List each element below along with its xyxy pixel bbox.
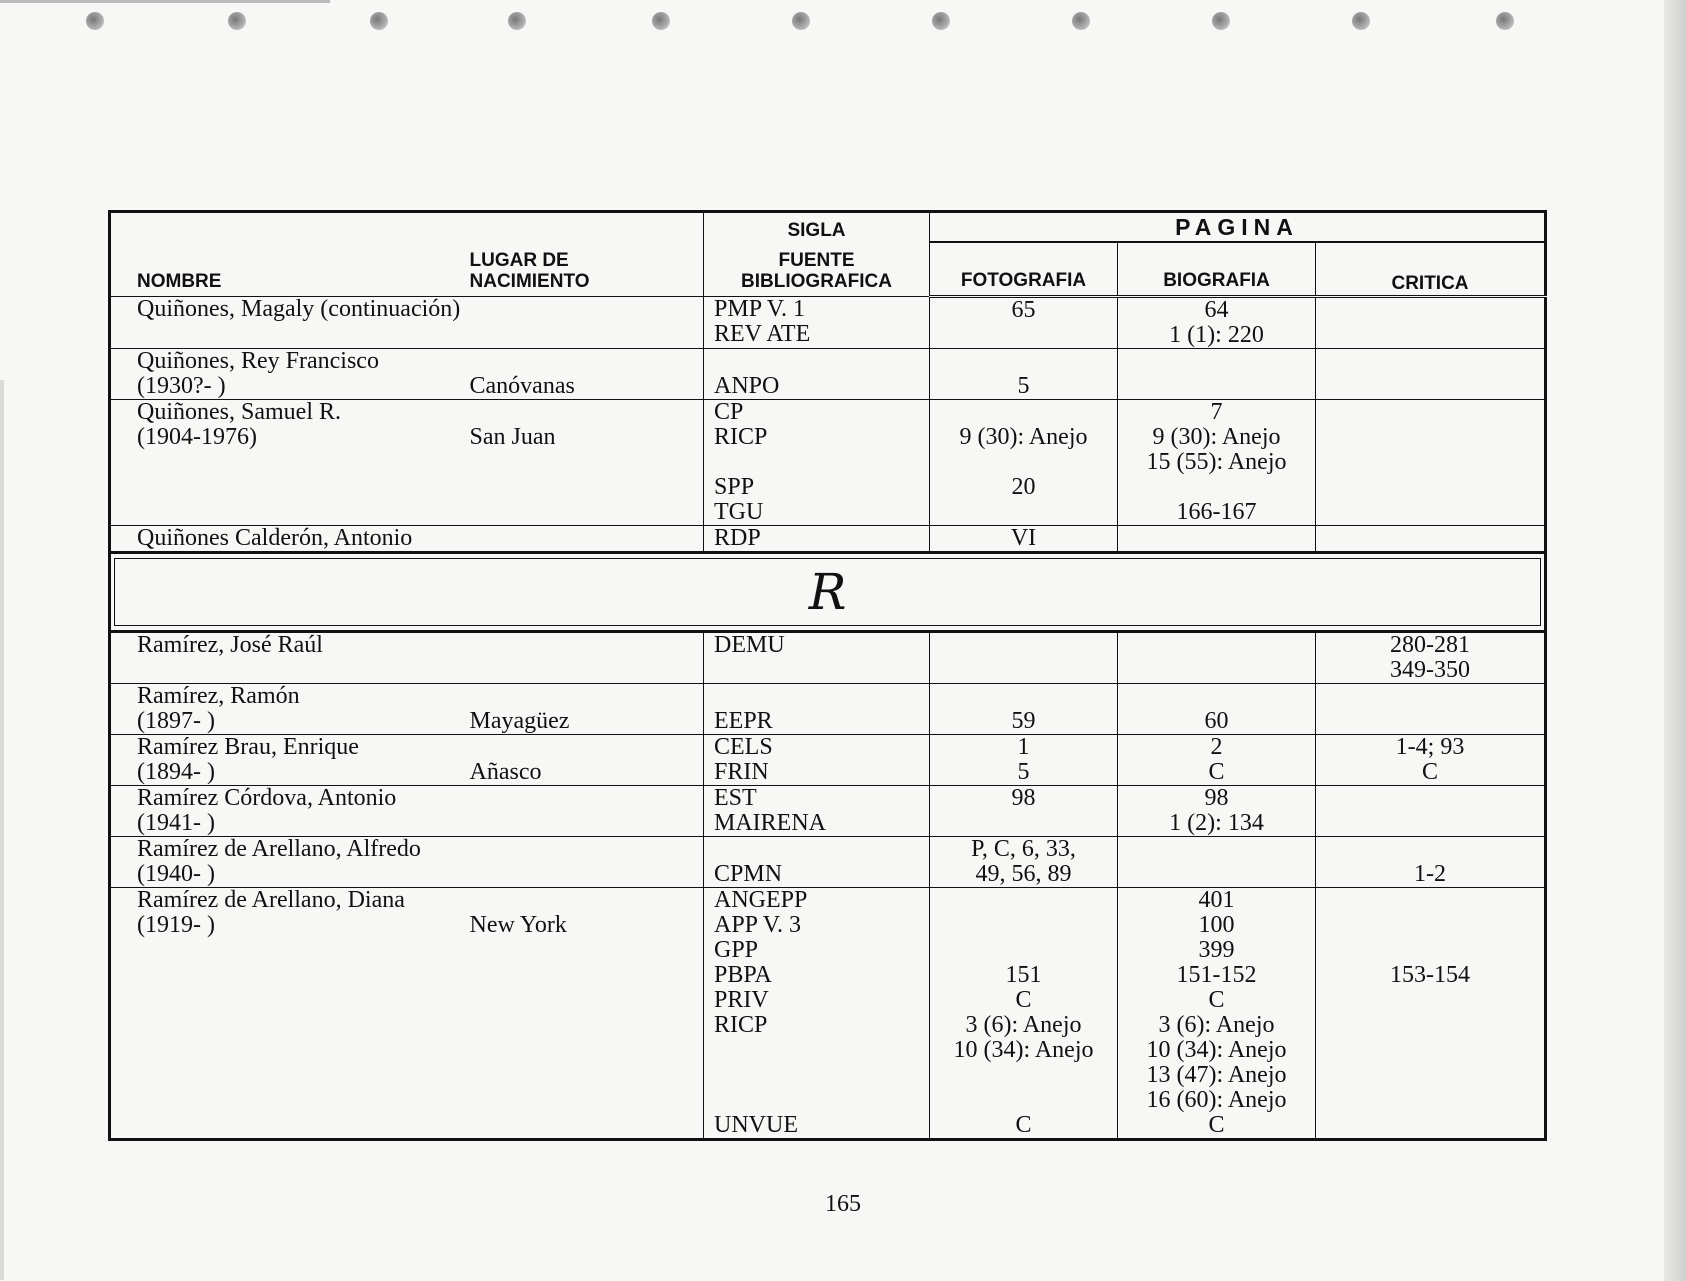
bibliography-table [108, 210, 1547, 1141]
nombre-cell [110, 684, 470, 735]
biografia-line: 13 (47): Anejo [1146, 1062, 1287, 1088]
critica-line [1316, 837, 1544, 862]
lugar-line: Canóvanas [469, 373, 575, 399]
critica-line [1316, 323, 1544, 348]
sigla-line [714, 1038, 929, 1063]
biografia-line [1118, 633, 1315, 658]
biografia-line: 2 [1210, 734, 1223, 760]
critica-line [1316, 888, 1544, 913]
fotografia-line: 65 [1011, 297, 1036, 323]
lugar-cell [470, 735, 704, 786]
fotografia-line [930, 633, 1117, 658]
sigla-line: EEPR [714, 708, 773, 734]
biografia-line: 166-167 [1176, 499, 1257, 525]
critica-cell [1316, 526, 1546, 553]
sigla-line: DEMU [714, 632, 785, 658]
biografia-cell [1118, 297, 1316, 349]
fotografia-line [930, 888, 1117, 913]
lugar-cell [470, 684, 704, 735]
fotografia-line: P, C, 6, 33, [971, 836, 1076, 862]
section-letter-box [114, 558, 1541, 626]
nombre-line [137, 475, 470, 500]
nombre-line [137, 658, 470, 683]
lugar-line [470, 1038, 704, 1063]
nombre-line: Quiñones Calderón, Antonio [137, 525, 413, 551]
biografia-cell [1118, 837, 1316, 888]
nombre-line: (1894- ) [137, 759, 215, 785]
fotografia-cell [930, 837, 1118, 888]
nombre-cell [110, 349, 470, 400]
nombre-line: (1940- ) [137, 861, 215, 887]
fotografia-line: 10 (34): Anejo [953, 1037, 1094, 1063]
biografia-line [1118, 658, 1315, 683]
nombre-cell [110, 837, 470, 888]
nombre-line [137, 963, 470, 988]
biografia-line: 3 (6): Anejo [1158, 1012, 1275, 1038]
sigla-cell [704, 684, 930, 735]
page-number: 165 [825, 1191, 861, 1217]
fotografia-line [930, 400, 1117, 425]
nombre-cell [110, 888, 470, 1140]
binder-hole [228, 12, 246, 30]
biografia-line: C [1208, 987, 1225, 1013]
nombre-line [137, 450, 470, 475]
critica-line [1316, 988, 1544, 1013]
binder-hole [652, 12, 670, 30]
fotografia-cell [930, 526, 1118, 553]
sigla-cell [704, 735, 930, 786]
table-row [110, 400, 1546, 526]
lugar-line [470, 400, 704, 425]
lugar-line [470, 837, 704, 862]
fotografia-line [930, 1088, 1117, 1113]
lugar-line [470, 633, 704, 658]
lugar-line [470, 786, 704, 811]
sigla-line [714, 1063, 929, 1088]
nombre-line [137, 1088, 470, 1113]
lugar-line [470, 1013, 704, 1038]
sigla-line: CELS [714, 734, 773, 760]
binder-hole [1212, 12, 1230, 30]
fotografia-cell [930, 786, 1118, 837]
biografia-line: 1 (2): 134 [1169, 810, 1264, 836]
critica-cell [1316, 888, 1546, 1140]
lugar-line [470, 526, 704, 551]
bibliography-sheet [108, 210, 1544, 1141]
lugar-cell [470, 526, 704, 553]
lugar-line [470, 500, 704, 525]
fotografia-cell [930, 888, 1118, 1140]
lugar-line [470, 938, 704, 963]
sigla-line: PBPA [714, 962, 772, 988]
table-row [110, 735, 1546, 786]
critica-cell [1316, 632, 1546, 684]
critica-line [1316, 913, 1544, 938]
fotografia-cell [930, 735, 1118, 786]
critica-line [1316, 786, 1544, 811]
nombre-cell [110, 786, 470, 837]
header-fotografia: FOTOGRAFIA [930, 242, 1118, 297]
section-r-rows [110, 632, 1546, 1140]
sigla-line [714, 658, 929, 683]
nombre-line: (1904-1976) [137, 424, 257, 450]
biografia-line: 9 (30): Anejo [1152, 424, 1281, 450]
binder-hole [86, 12, 104, 30]
nombre-line [137, 988, 470, 1013]
critica-cell [1316, 297, 1546, 349]
binder-hole [1352, 12, 1370, 30]
lugar-line [470, 475, 704, 500]
critica-line: 349-350 [1390, 657, 1471, 683]
critica-line: 1-2 [1414, 861, 1447, 887]
binder-hole [792, 12, 810, 30]
lugar-cell [470, 400, 704, 526]
sigla-line [714, 684, 929, 709]
critica-line [1316, 400, 1544, 425]
header-sigla: SIGLA FUENTE BIBLIOGRAFICA [704, 212, 930, 297]
nombre-line: Ramírez de Arellano, Alfredo [137, 836, 421, 862]
biografia-line: 64 [1204, 297, 1229, 323]
lugar-line [470, 684, 704, 709]
nombre-line: Ramírez, José Raúl [137, 632, 323, 658]
nombre-cell [110, 526, 470, 553]
fotografia-cell [930, 400, 1118, 526]
fotografia-line: VI [1010, 525, 1037, 551]
sigla-line: ANGEPP [714, 887, 808, 913]
nombre-line: Ramírez Brau, Enrique [137, 734, 359, 760]
lugar-line [470, 1113, 704, 1138]
fotografia-line: C [1015, 987, 1032, 1013]
sigla-line [714, 450, 929, 475]
header-critica: CRITICA [1316, 242, 1546, 297]
lugar-line [470, 658, 704, 683]
sigla-line: ANPO [714, 373, 780, 399]
lugar-line [470, 735, 704, 760]
lugar-line [470, 1088, 704, 1113]
sigla-line: SPP [714, 474, 755, 500]
table-row [110, 888, 1546, 1140]
lugar-line [470, 349, 704, 374]
sigla-line: CP [714, 399, 744, 425]
sigla-cell [704, 400, 930, 526]
nombre-line: (1930?- ) [137, 373, 226, 399]
fotografia-line: 5 [1017, 759, 1030, 785]
sigla-cell [704, 297, 930, 349]
section-q-rows [110, 297, 1546, 553]
lugar-line [470, 988, 704, 1013]
fotografia-line [930, 349, 1117, 374]
fotografia-line: 49, 56, 89 [975, 861, 1072, 887]
biografia-line [1118, 837, 1315, 862]
biografia-line: 98 [1204, 785, 1229, 811]
biografia-line: C [1208, 759, 1225, 785]
fotografia-cell [930, 297, 1118, 349]
lugar-line: San Juan [469, 424, 556, 450]
critica-line: 1-4; 93 [1395, 734, 1465, 760]
critica-cell [1316, 684, 1546, 735]
nombre-line: Quiñones, Magaly (continuación) [137, 296, 461, 322]
scan-right-edge [1664, 0, 1686, 1281]
nombre-line [137, 1113, 470, 1138]
critica-cell [1316, 349, 1546, 400]
biografia-line: C [1208, 1112, 1225, 1138]
table-row [110, 297, 1546, 349]
fotografia-line: 98 [1011, 785, 1036, 811]
nombre-line: Quiñones, Samuel R. [137, 399, 341, 425]
critica-line: C [1422, 759, 1439, 785]
critica-line [1316, 500, 1544, 525]
nombre-cell [110, 297, 470, 349]
section-letter: R [808, 562, 847, 621]
critica-line [1316, 811, 1544, 836]
fotografia-line [930, 913, 1117, 938]
fotografia-line [930, 323, 1117, 348]
lugar-line [470, 963, 704, 988]
fotografia-line: 5 [1017, 373, 1030, 399]
sigla-line [714, 349, 929, 374]
lugar-line: Mayagüez [469, 708, 570, 734]
sigla-cell [704, 837, 930, 888]
sigla-line: GPP [714, 937, 759, 963]
nombre-line [137, 1038, 470, 1063]
lugar-line [470, 862, 704, 887]
lugar-cell [470, 837, 704, 888]
sigla-line: RICP [714, 424, 768, 450]
critica-line [1316, 684, 1544, 709]
nombre-line: (1919- ) [137, 912, 215, 938]
nombre-line: (1941- ) [137, 810, 215, 836]
scan-top-edge [0, 0, 330, 3]
lugar-line [470, 1063, 704, 1088]
biografia-line [1118, 349, 1315, 374]
sigla-line: CPMN [714, 861, 783, 887]
sigla-line: UNVUE [714, 1112, 798, 1138]
fotografia-line [930, 500, 1117, 525]
table-row [110, 632, 1546, 684]
lugar-cell [470, 349, 704, 400]
biografia-cell [1118, 526, 1316, 553]
critica-line [1316, 425, 1544, 450]
fotografia-line: 151 [1005, 962, 1042, 988]
sigla-cell [704, 632, 930, 684]
fotografia-line [930, 811, 1117, 836]
fotografia-line: 1 [1017, 734, 1030, 760]
fotografia-line: C [1015, 1112, 1032, 1138]
sigla-line: TGU [714, 499, 764, 525]
table-row [110, 526, 1546, 553]
scan-left-edge [0, 380, 4, 1280]
lugar-cell [470, 297, 704, 349]
fotografia-line [930, 684, 1117, 709]
header-pagina: PAGINA [930, 212, 1546, 243]
critica-line [1316, 1113, 1544, 1138]
critica-line [1316, 298, 1544, 323]
critica-line [1316, 709, 1544, 734]
sigla-line: FRIN [714, 759, 769, 785]
biografia-line: 10 (34): Anejo [1146, 1037, 1287, 1063]
fotografia-line [930, 1063, 1117, 1088]
biografia-line: 15 (55): Anejo [1146, 449, 1287, 475]
fotografia-line: 20 [1011, 474, 1036, 500]
critica-line [1316, 938, 1544, 963]
biografia-line: 16 (60): Anejo [1146, 1087, 1287, 1113]
lugar-line [470, 322, 704, 347]
nombre-line: (1897- ) [137, 708, 215, 734]
header-biografia: BIOGRAFIA [1118, 242, 1316, 297]
table-row [110, 349, 1546, 400]
biografia-line: 151-152 [1176, 962, 1257, 988]
biografia-cell [1118, 684, 1316, 735]
fotografia-cell [930, 632, 1118, 684]
lugar-line [470, 888, 704, 913]
nombre-line: Ramírez Córdova, Antonio [137, 785, 397, 811]
fotografia-cell [930, 349, 1118, 400]
fotografia-cell [930, 684, 1118, 735]
binder-hole [1072, 12, 1090, 30]
sigla-cell [704, 349, 930, 400]
biografia-cell [1118, 888, 1316, 1140]
critica-cell [1316, 786, 1546, 837]
binder-hole [932, 12, 950, 30]
section-letter-cell [110, 553, 1546, 632]
header-nombre: NOMBRE [110, 212, 470, 297]
lugar-cell [470, 786, 704, 837]
critica-line [1316, 374, 1544, 399]
nombre-cell [110, 632, 470, 684]
nombre-line: Ramírez de Arellano, Diana [137, 887, 405, 913]
critica-cell [1316, 735, 1546, 786]
table-row [110, 837, 1546, 888]
sigla-line: RICP [714, 1012, 768, 1038]
nombre-line: Quiñones, Rey Francisco [137, 348, 379, 374]
fotografia-line: 9 (30): Anejo [959, 424, 1088, 450]
biografia-cell [1118, 786, 1316, 837]
biografia-cell [1118, 349, 1316, 400]
biografia-line: 401 [1198, 887, 1235, 913]
critica-line: 153-154 [1390, 962, 1471, 988]
sigla-line: PRIV [714, 987, 769, 1013]
nombre-line [137, 322, 470, 347]
sigla-cell [704, 526, 930, 553]
lugar-line: New York [469, 912, 567, 938]
sigla-line: RDP [714, 525, 761, 551]
binder-hole [1496, 12, 1514, 30]
sigla-line [714, 1088, 929, 1113]
biografia-line [1118, 475, 1315, 500]
critica-line [1316, 1063, 1544, 1088]
biografia-line [1118, 684, 1315, 709]
header-lugar: LUGAR DE NACIMIENTO [470, 212, 704, 297]
critica-cell [1316, 837, 1546, 888]
fotografia-line [930, 658, 1117, 683]
biografia-line [1118, 862, 1315, 887]
biografia-line: 1 (1): 220 [1169, 322, 1264, 348]
table-row [110, 684, 1546, 735]
sigla-cell [704, 786, 930, 837]
critica-line [1316, 1038, 1544, 1063]
sigla-line: REV ATE [714, 321, 811, 347]
biografia-line [1118, 374, 1315, 399]
lugar-cell [470, 888, 704, 1140]
biografia-cell [1118, 735, 1316, 786]
table-row [110, 786, 1546, 837]
critica-line: 280-281 [1390, 632, 1471, 658]
nombre-line [137, 500, 470, 525]
sigla-cell [704, 888, 930, 1140]
critica-line [1316, 526, 1544, 551]
sigla-line: PMP V. 1 [714, 296, 805, 322]
fotografia-line [930, 938, 1117, 963]
binder-hole [508, 12, 526, 30]
nombre-line [137, 938, 470, 963]
sigla-line: MAIRENA [714, 810, 826, 836]
critica-cell [1316, 400, 1546, 526]
nombre-line [137, 1013, 470, 1038]
biografia-line: 7 [1210, 399, 1223, 425]
nombre-line: Ramírez, Ramón [137, 683, 300, 709]
critica-line [1316, 1013, 1544, 1038]
lugar-line [470, 297, 704, 322]
nombre-line [137, 1063, 470, 1088]
nombre-cell [110, 735, 470, 786]
lugar-line [470, 450, 704, 475]
biografia-line: 60 [1204, 708, 1229, 734]
critica-line [1316, 475, 1544, 500]
fotografia-line: 59 [1011, 708, 1036, 734]
biografia-line: 100 [1198, 912, 1235, 938]
sigla-line: APP V. 3 [714, 912, 801, 938]
binder-hole [370, 12, 388, 30]
biografia-cell [1118, 632, 1316, 684]
lugar-cell [470, 632, 704, 684]
sigla-line [714, 837, 929, 862]
biografia-line: 399 [1198, 937, 1235, 963]
binder-holes [0, 12, 1686, 34]
biografia-cell [1118, 400, 1316, 526]
sigla-line: EST [714, 785, 757, 811]
critica-line [1316, 450, 1544, 475]
nombre-cell [110, 400, 470, 526]
fotografia-line [930, 450, 1117, 475]
section-r-divider [110, 553, 1546, 632]
biografia-line [1118, 526, 1315, 551]
lugar-line: Añasco [469, 759, 542, 785]
fotografia-line: 3 (6): Anejo [965, 1012, 1082, 1038]
critica-line [1316, 349, 1544, 374]
critica-line [1316, 1088, 1544, 1113]
lugar-line [470, 811, 704, 836]
